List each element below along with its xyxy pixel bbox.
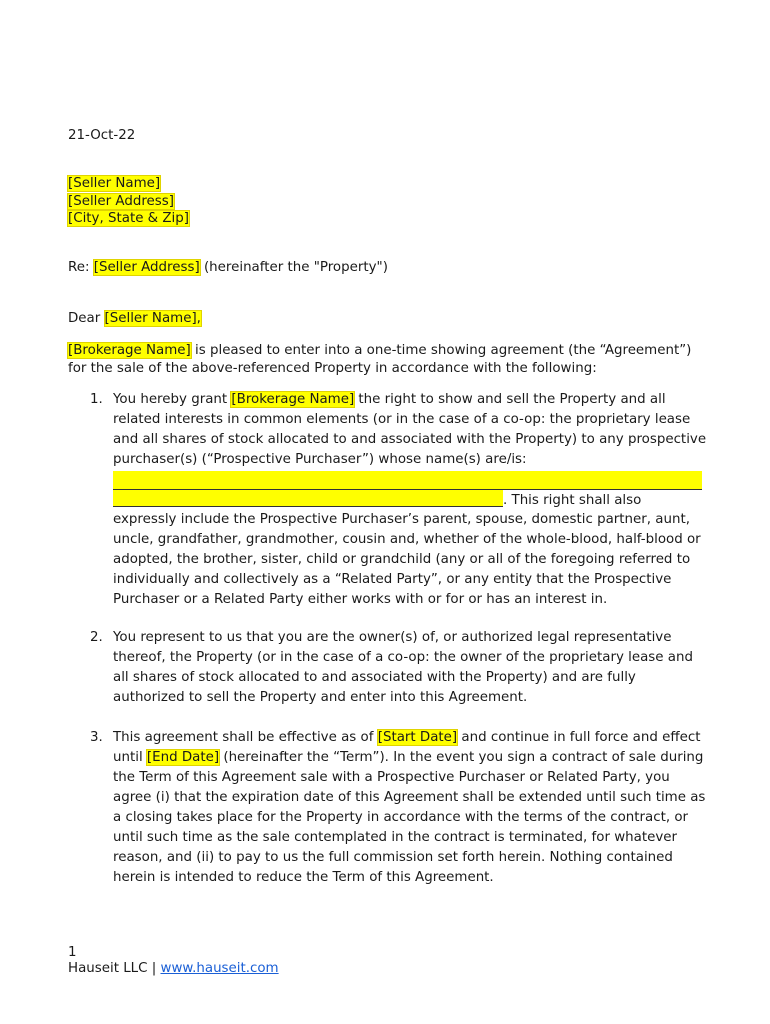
intro-line1-text: is pleased to enter into a one-time showing agreement (the “Agreement”) <box>190 343 692 358</box>
paragraph-line: until such time as the sale contemplated in the contract is terminated, for whatever <box>113 830 678 845</box>
re-prefix: Re: <box>68 260 94 275</box>
page-footer <box>68 945 279 977</box>
text-segment: until <box>113 750 147 765</box>
paragraph-line: herein is intended to reduce the Term of this Agreement. <box>113 870 494 885</box>
text-segment: the right to show and sell the Property and all <box>354 392 666 407</box>
salutation-prefix: Dear <box>68 311 105 326</box>
text-segment: . This right shall also <box>503 493 642 508</box>
paragraph-line: the Term of this Agreement sale with a Prospective Purchaser or Related Party, you <box>113 770 670 785</box>
paragraph-line: reason, and (ii) to pay to us the full commission set forth herein. Nothing contained <box>113 850 673 865</box>
address-line <box>68 175 189 193</box>
purchaser-name-blank-field-2[interactable] <box>113 490 503 507</box>
paragraph-line: individually and collectively as a “Related Party”, or any entity that the Prospective <box>113 572 672 587</box>
text-segment: This agreement shall be effective as of <box>113 730 378 745</box>
address-block <box>68 175 189 228</box>
paragraph-line: a closing takes place for the Property in accordance with the terms of the contract, or <box>113 810 689 825</box>
intro-brokerage-name-placeholder: [Brokerage Name] <box>68 343 191 358</box>
re-suffix: (hereinafter the "Property") <box>199 260 388 275</box>
page-number: 1 <box>68 945 77 960</box>
salutation <box>68 310 201 328</box>
list-item-number: 1. <box>90 392 103 407</box>
end-date-placeholder: [End Date] <box>146 750 220 765</box>
paragraph-line <box>113 748 703 768</box>
seller-address-placeholder: [Seller Address] <box>68 193 174 209</box>
text-segment: (hereinafter the “Term”). In the event you sign a contract of sale during <box>219 750 704 765</box>
paragraph-line: and all shares of stock allocated to and associated with the Property) to any prospective <box>113 432 707 447</box>
list-item-body <box>113 728 706 888</box>
start-date-placeholder: [Start Date] <box>377 730 458 745</box>
text-segment: and continue in full force and effect <box>457 730 701 745</box>
address-line <box>68 193 189 211</box>
paragraph-line: all shares of stock allocated to and associated with the Property) and are fully <box>113 670 636 685</box>
brokerage-name-placeholder: [Brokerage Name] <box>231 392 355 407</box>
footer-company: Hauseit LLC | <box>68 961 161 976</box>
paragraph-line: purchaser(s) (“Prospective Purchaser”) whose name(s) are/is: <box>113 452 527 467</box>
intro-line: for the sale of the above-referenced Property in accordance with the following: <box>68 360 597 376</box>
intro-paragraph <box>68 342 708 377</box>
list-item-number: 2. <box>90 630 103 645</box>
website-link[interactable]: www.hauseit.com <box>160 961 279 976</box>
address-line <box>68 210 189 228</box>
intro-line <box>68 342 708 360</box>
paragraph-line: adopted, the brother, sister, child or grandchild (any or all of the foregoing referred to <box>113 552 691 567</box>
salutation-seller-name-placeholder: [Seller Name], <box>104 311 201 326</box>
paragraph-line: agree (i) that the expiration date of this Agreement shall be extended until such time as <box>113 790 706 805</box>
paragraph-line: related interests in common elements (or in the case of a co-op: the proprietary lease <box>113 412 691 427</box>
paragraph-line: uncle, grandfather, grandmother, cousin and, whether of the whole-blood, half-blood or <box>113 532 701 547</box>
re-seller-address-placeholder: [Seller Address] <box>93 260 200 275</box>
footer-line <box>68 961 279 977</box>
list-item-body <box>113 628 703 708</box>
seller-name-placeholder: [Seller Name] <box>68 176 161 191</box>
list-item-number: 3. <box>90 730 103 745</box>
paragraph-line: Purchaser or a Related Party either works with or for or has an interest in. <box>113 592 608 607</box>
letter-date: 21-Oct-22 <box>68 128 136 143</box>
list-item-body <box>113 390 707 610</box>
re-line <box>68 259 388 277</box>
city-state-zip-placeholder: [City, State & Zip] <box>68 211 189 226</box>
purchaser-name-blank-field[interactable] <box>113 471 702 490</box>
text-segment: You hereby grant <box>113 392 232 407</box>
paragraph-line <box>113 490 703 510</box>
paragraph-line: expressly include the Prospective Purchaser’s parent, spouse, domestic partner, aunt, <box>113 512 690 527</box>
paragraph-line: You represent to us that you are the owner(s) of, or authorized legal representative <box>113 630 672 645</box>
paragraph-line: authorized to sell the Property and enter into this Agreement. <box>113 690 528 705</box>
paragraph-line <box>113 390 703 410</box>
paragraph-line: thereof, the Property (or in the case of a co-op: the owner of the proprietary lease and <box>113 650 693 665</box>
paragraph-line <box>113 728 703 748</box>
